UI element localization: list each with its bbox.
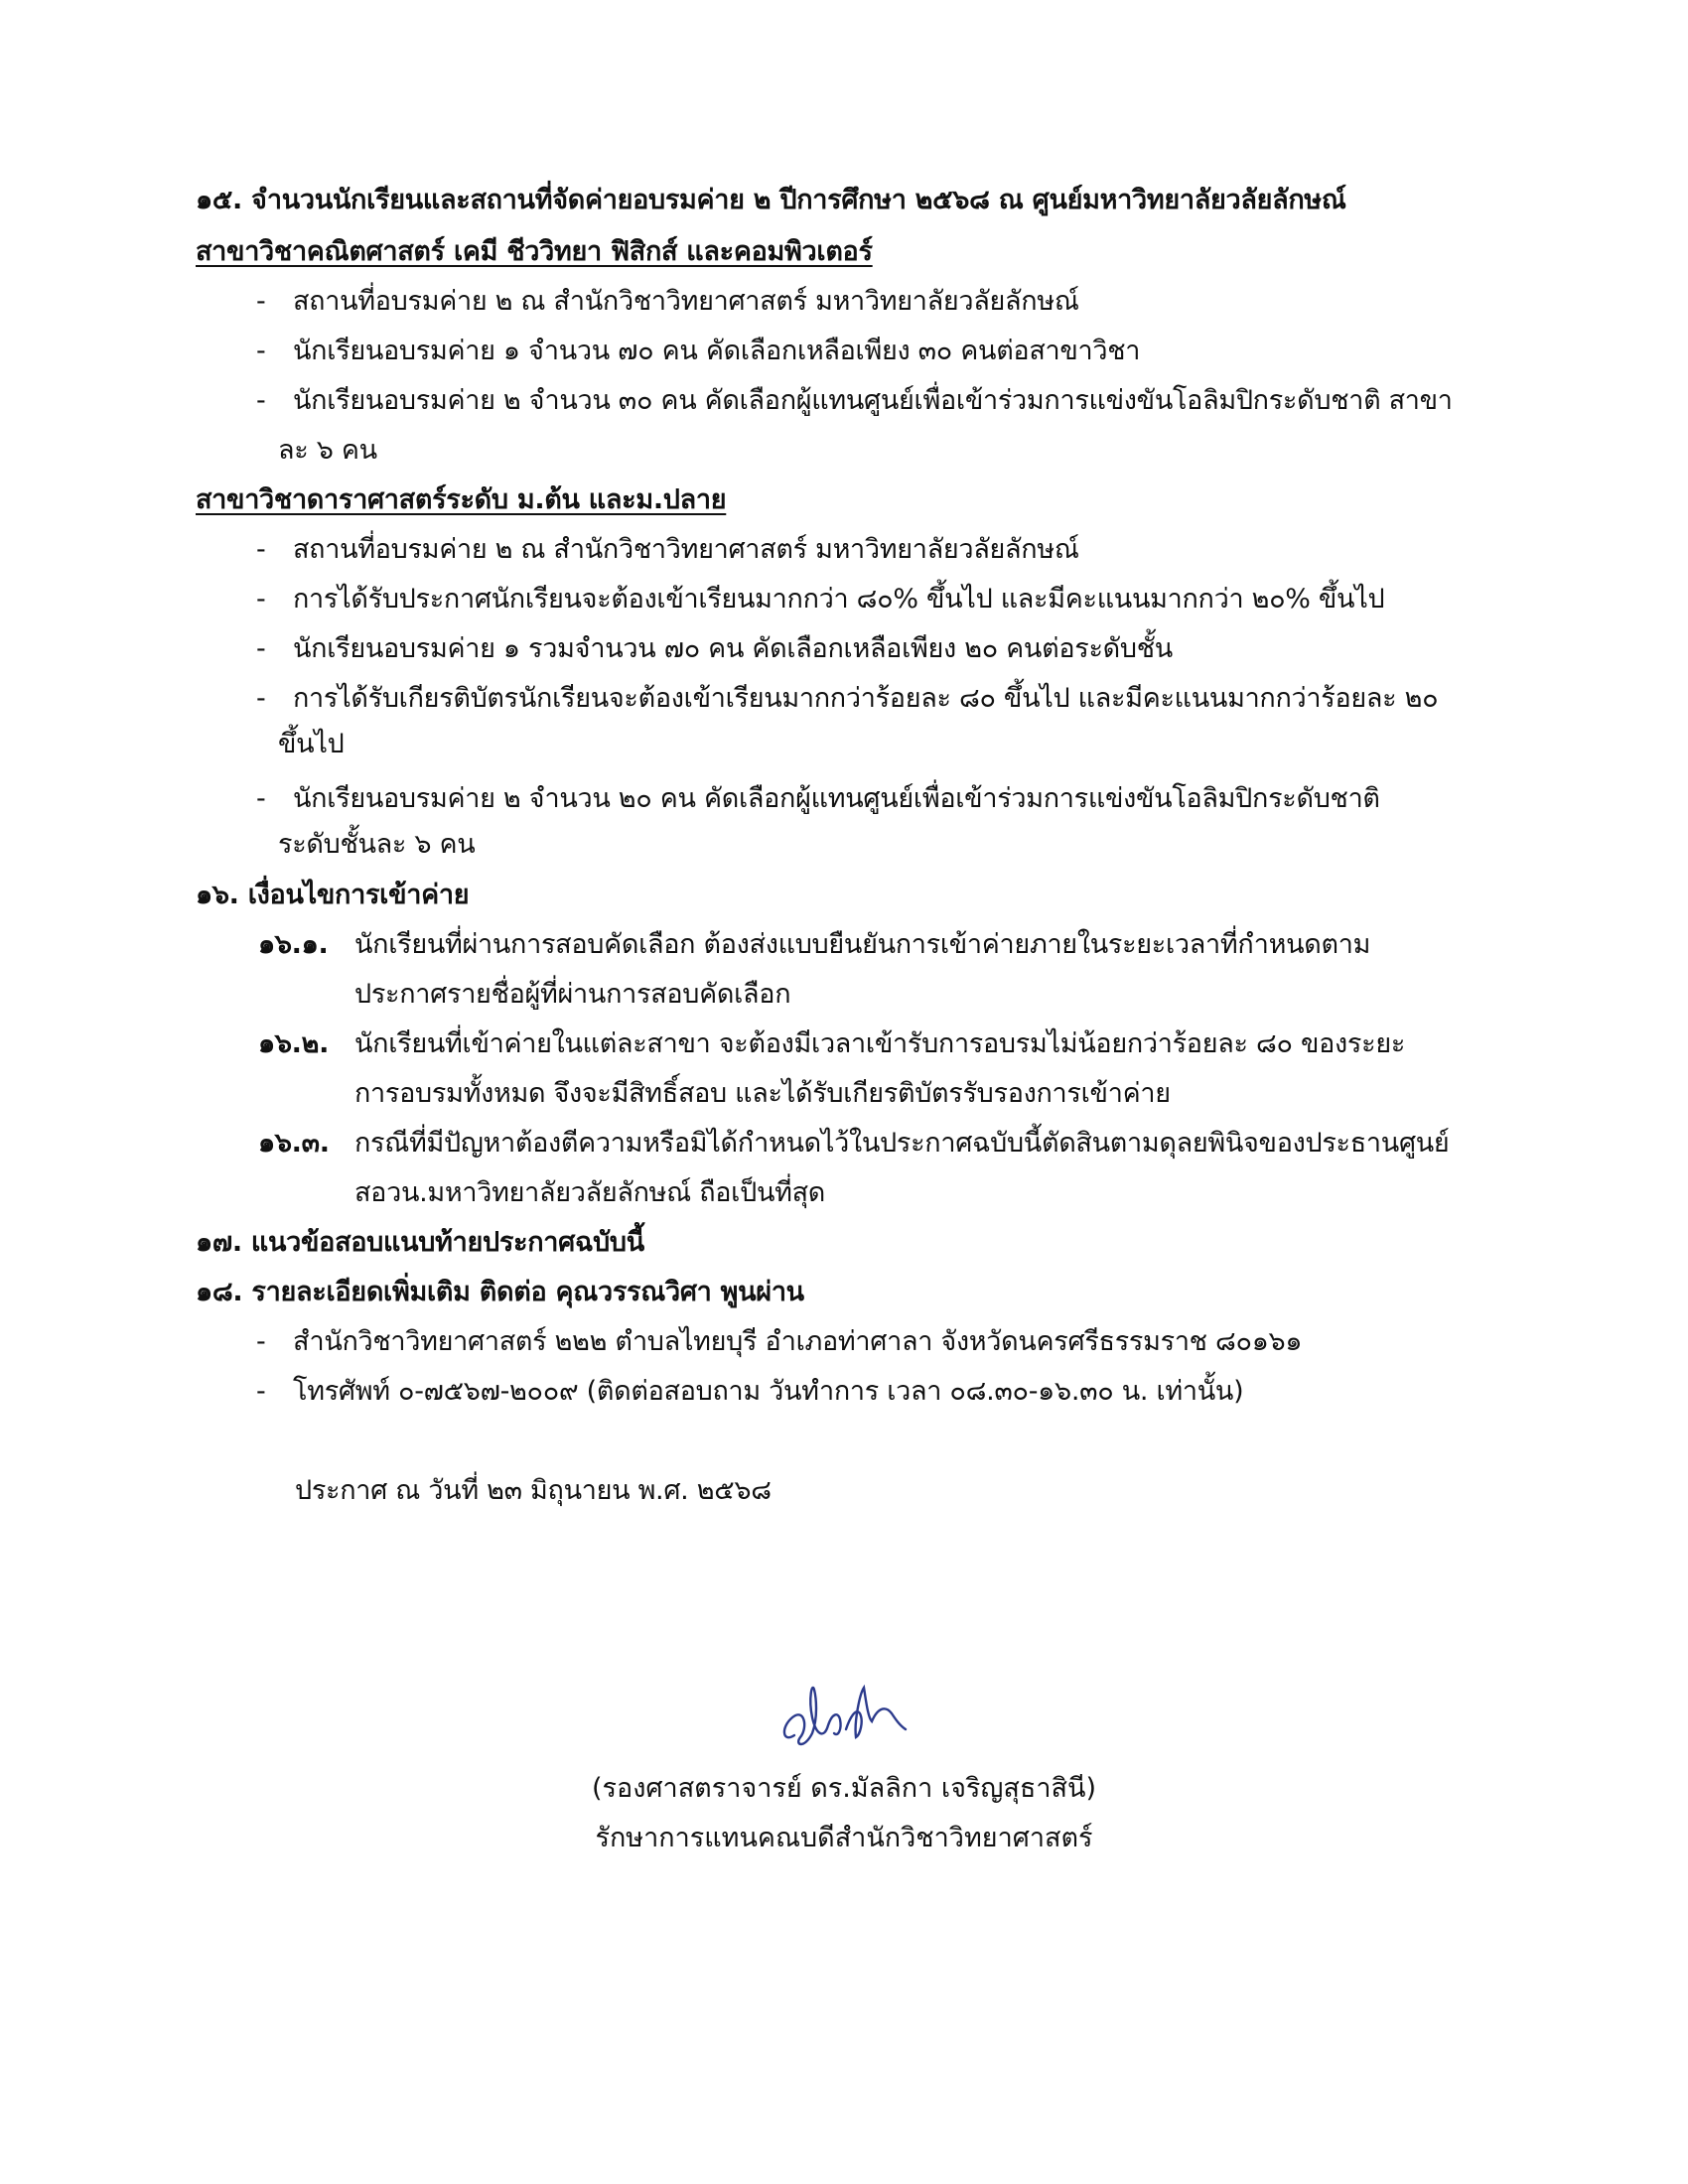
bullet-dash: -	[256, 683, 266, 714]
subitem-text-continued: สอวน.มหาวิทยาลัยวลัยลักษณ์ ถือเป็นที่สุด	[354, 1177, 826, 1208]
section-15-group1-title: สาขาวิชาคณิตศาสตร์ เคมี ชีววิทยา ฟิสิกส์ และคอมพิวเตอร์	[196, 236, 873, 267]
bullet-text-continued: ขึ้นไป	[278, 729, 345, 759]
bullet-dash: -	[256, 1326, 266, 1357]
section-18-heading: ๑๘. รายละเอียดเพิ่มเติม ติดต่อ คุณวรรณวิศา พูนผ่าน	[196, 1277, 804, 1307]
contact-phone: โทรศัพท์ ๐-๗๕๖๗-๒๐๐๙ (ติดต่อสอบถาม วันทำการ เวลา ๐๘.๓๐-๑๖.๓๐ น. เท่านั้น)	[293, 1376, 1244, 1407]
subitem-text: นักเรียนที่เข้าค่ายในแต่ละสาขา จะต้องมีเวลาเข้ารับการอบรมไม่น้อยกว่าร้อยละ ๘๐ ของระยะ	[354, 1028, 1406, 1059]
subitem-text-continued: การอบรมทั้งหมด จึงจะมีสิทธิ์สอบ และได้รับเกียรติบัตรรับรองการเข้าค่าย	[354, 1078, 1171, 1109]
bullet-dash: -	[256, 584, 266, 614]
contact-address: สำนักวิชาวิทยาศาสตร์ ๒๒๒ ตำบลไทยบุรี อำเภอท่าศาลา จังหวัดนครศรีธรรมราช ๘๐๑๖๑	[293, 1326, 1303, 1357]
bullet-dash: -	[256, 286, 266, 317]
subitem-number: ๑๖.๑.	[258, 929, 329, 960]
section-15-group2-title: สาขาวิชาดาราศาสตร์ระดับ ม.ต้น และม.ปลาย	[196, 484, 727, 515]
signatory-position: รักษาการแทนคณบดีสำนักวิชาวิทยาศาสตร์	[595, 1823, 1093, 1853]
bullet-text: นักเรียนอบรมค่าย ๑ รวมจำนวน ๗๐ คน คัดเลือกเหลือเพียง ๒๐ คนต่อระดับชั้น	[293, 633, 1173, 664]
bullet-dash: -	[256, 385, 266, 416]
bullet-text-continued: ละ ๖ คน	[278, 435, 377, 466]
section-16-heading: ๑๖. เงื่อนไขการเข้าค่าย	[196, 880, 470, 910]
bullet-dash: -	[256, 783, 266, 814]
subitem-text: กรณีที่มีปัญหาต้องตีความหรือมิได้กำหนดไว้ในประกาศฉบับนี้ตัดสินตามดุลยพินิจของประธานศูนย์	[354, 1128, 1450, 1159]
subitem-text-continued: ประกาศรายชื่อผู้ที่ผ่านการสอบคัดเลือก	[354, 979, 791, 1010]
bullet-text: สถานที่อบรมค่าย ๒ ณ สำนักวิชาวิทยาศาสตร์ มหาวิทยาลัยวลัยลักษณ์	[293, 286, 1079, 317]
bullet-text-continued: ระดับชั้นละ ๖ คน	[278, 829, 476, 860]
section-15-heading: ๑๕. จำนวนนักเรียนและสถานที่จัดค่ายอบรมค่าย ๒ ปีการศึกษา ๒๕๖๘ ณ ศูนย์มหาวิทยาลัยวลัยลักษณ์	[196, 185, 1346, 215]
bullet-dash: -	[256, 1376, 266, 1407]
signatory-name: (รองศาสตราจารย์ ดร.มัลลิกา เจริญสุธาสินี)	[591, 1773, 1097, 1804]
section-17-heading: ๑๗. แนวข้อสอบแนบท้ายประกาศฉบับนี้	[196, 1227, 644, 1258]
bullet-text: การได้รับเกียรติบัตรนักเรียนจะต้องเข้าเรียนมากกว่าร้อยละ ๘๐ ขึ้นไป และมีคะแนนมากกว่าร้อยละ ๒๐	[293, 683, 1439, 714]
bullet-text: นักเรียนอบรมค่าย ๒ จำนวน ๓๐ คน คัดเลือกผู้แทนศูนย์เพื่อเข้าร่วมการแข่งขันโอลิมปิกระดับชาติ สาขา	[293, 385, 1453, 416]
subitem-number: ๑๖.๓.	[258, 1128, 330, 1159]
bullet-dash: -	[256, 534, 266, 565]
bullet-text: นักเรียนอบรมค่าย ๑ จำนวน ๗๐ คน คัดเลือกเหลือเพียง ๓๐ คนต่อสาขาวิชา	[293, 336, 1141, 366]
subitem-number: ๑๖.๒.	[258, 1028, 330, 1059]
signature-image	[774, 1678, 953, 1757]
bullet-text: สถานที่อบรมค่าย ๒ ณ สำนักวิชาวิทยาศาสตร์ มหาวิทยาลัยวลัยลักษณ์	[293, 534, 1079, 565]
bullet-text: การได้รับประกาศนักเรียนจะต้องเข้าเรียนมากกว่า ๘๐% ขึ้นไป และมีคะแนนมากกว่า ๒๐% ขึ้นไป	[293, 584, 1385, 614]
bullet-dash: -	[256, 336, 266, 366]
announcement-date: ประกาศ ณ วันที่ ๒๓ มิถุนายน พ.ศ. ๒๕๖๘	[295, 1475, 772, 1506]
bullet-dash: -	[256, 633, 266, 664]
bullet-text: นักเรียนอบรมค่าย ๒ จำนวน ๒๐ คน คัดเลือกผู้แทนศูนย์เพื่อเข้าร่วมการแข่งขันโอลิมปิกระดับชาติ	[293, 783, 1380, 814]
subitem-text: นักเรียนที่ผ่านการสอบคัดเลือก ต้องส่งแบบยืนยันการเข้าค่ายภายในระยะเวลาที่กำหนดตาม	[354, 929, 1371, 960]
